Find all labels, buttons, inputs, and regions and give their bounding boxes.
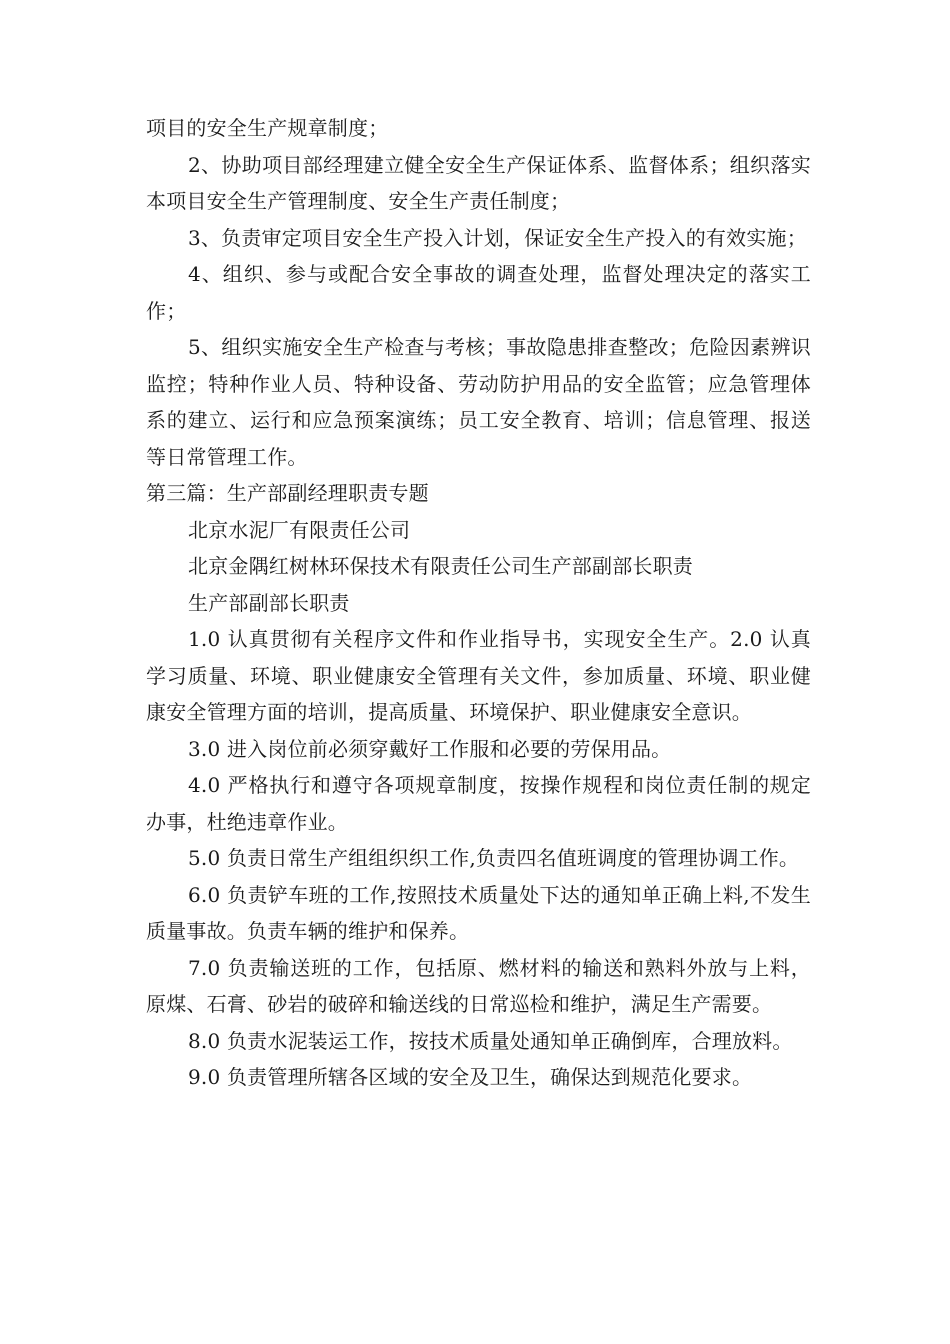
- paragraph-3: 3、负责审定项目安全生产投入计划，保证安全生产投入的有效实施；: [188, 225, 807, 250]
- document-body: [146, 110, 811, 1096]
- duty-item-3: 3.0 进入岗位前必须穿戴好工作服和必要的劳保用品。: [188, 736, 672, 761]
- duty-item-5: 5.0 负责日常生产组组织织工作,负责四名值班调度的管理协调工作。: [188, 846, 800, 870]
- duty-item-6: 6.0 负责铲车班的工作,按照技术质量处下达的通知单正确上料,不发生质量事故。负责车辆的维护和保养。: [146, 882, 811, 943]
- duty-item-7: 7.0 负责输送班的工作，包括原、燃材料的输送和熟料外放与上料，原煤、石膏、砂岩的破碎和输送线的日常巡检和维护，满足生产需要。: [146, 955, 811, 1016]
- section-heading: 第三篇：生产部副经理职责专题: [146, 481, 429, 505]
- duty-item-1: 1.0 认真贯彻有关程序文件和作业指导书，实现安全生产。2.0 认真学习质量、环境、职业健康安全管理有关文件，参加质量、环境、职业健康安全管理方面的培训，提高质量、环境保护、职业健康安全意识。: [146, 627, 811, 724]
- paragraph-1: 项目的安全生产规章制度；: [146, 116, 389, 140]
- paragraph-5: 5、组织实施安全生产检查与考核；事故隐患排查整改；危险因素辨识监控；特种作业人员、特种设备、劳动防护用品的安全监管；应急管理体系的建立、运行和应急预案演练；员工安全教育、培训；信息管理、报送等日常管理工作。: [146, 335, 811, 469]
- duty-item-9: 9.0 负责管理所辖各区域的安全及卫生，确保达到规范化要求。: [188, 1065, 753, 1089]
- duty-item-8: 8.0 负责水泥装运工作，按技术质量处通知单正确倒库，合理放料。: [188, 1028, 793, 1053]
- duty-item-4: 4.0 严格执行和遵守各项规章制度，按操作规程和岗位责任制的规定办事，杜绝违章作业。: [146, 773, 811, 834]
- paragraph-4: 4、组织、参与或配合安全事故的调查处理，监督处理决定的落实工作；: [146, 262, 811, 323]
- paragraph-2: 2、协助项目部经理建立健全安全生产保证体系、监督体系；组织落实本项目安全生产管理制度、安全生产责任制度；: [146, 152, 811, 213]
- subsidiary-title: 北京金隅红树林环保技术有限责任公司生产部副部长职责: [188, 554, 693, 578]
- company-name: 北京水泥厂有限责任公司: [188, 517, 411, 542]
- role-title: 生产部副部长职责: [188, 590, 350, 615]
